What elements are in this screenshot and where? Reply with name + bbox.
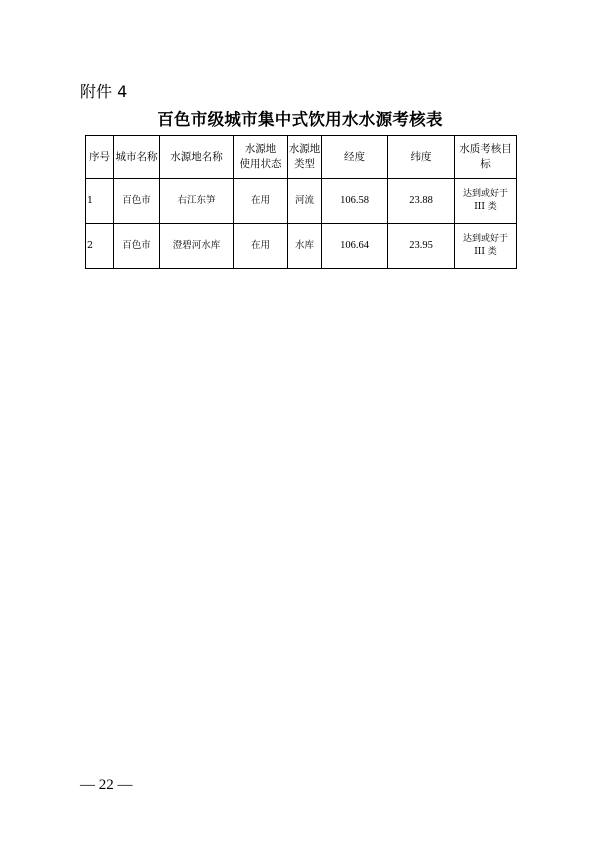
table-row — [86, 179, 517, 224]
cell-longitude: 106.64 — [322, 224, 388, 269]
header-type-line2: 类型 — [294, 158, 315, 170]
header-status-line2: 使用状态 — [239, 158, 282, 170]
cell-status: 在用 — [234, 179, 288, 224]
cell-type: 河流 — [288, 179, 322, 224]
header-source-name: 水源地名称 — [160, 136, 234, 179]
cell-latitude: 23.95 — [388, 224, 455, 269]
header-longitude: 经度 — [322, 136, 388, 179]
cell-target-line2: III 类 — [474, 247, 497, 257]
cell-index: 1 — [86, 179, 114, 224]
table-row — [86, 224, 517, 269]
attachment-label: 附件 4 — [80, 82, 128, 101]
water-source-table — [85, 135, 517, 269]
cell-target-line1: 达到或好于 — [462, 189, 508, 199]
header-status — [234, 136, 288, 179]
cell-type: 水库 — [288, 224, 322, 269]
cell-city: 百色市 — [114, 224, 160, 269]
header-target: 水质考核目标 — [455, 136, 517, 179]
header-latitude: 纬度 — [388, 136, 455, 179]
cell-index: 2 — [86, 224, 114, 269]
table-header-row — [86, 136, 517, 179]
document-title: 百色市级城市集中式饮用水水源考核表 — [157, 110, 443, 129]
cell-city: 百色市 — [114, 179, 160, 224]
header-status-line1: 水源地 — [244, 143, 277, 155]
cell-target — [455, 179, 517, 224]
header-type — [288, 136, 322, 179]
cell-target-line1: 达到或好于 — [462, 234, 508, 244]
cell-target — [455, 224, 517, 269]
header-type-line1: 水源地 — [288, 143, 321, 155]
cell-target-line2: III 类 — [474, 202, 497, 212]
header-index: 序号 — [86, 136, 114, 179]
cell-latitude: 23.88 — [388, 179, 455, 224]
header-city: 城市名称 — [114, 136, 160, 179]
cell-source-name: 右江东笋 — [160, 179, 234, 224]
cell-status: 在用 — [234, 224, 288, 269]
cell-source-name: 澄碧河水库 — [160, 224, 234, 269]
page-number: — 22 — — [80, 777, 133, 793]
cell-longitude: 106.58 — [322, 179, 388, 224]
